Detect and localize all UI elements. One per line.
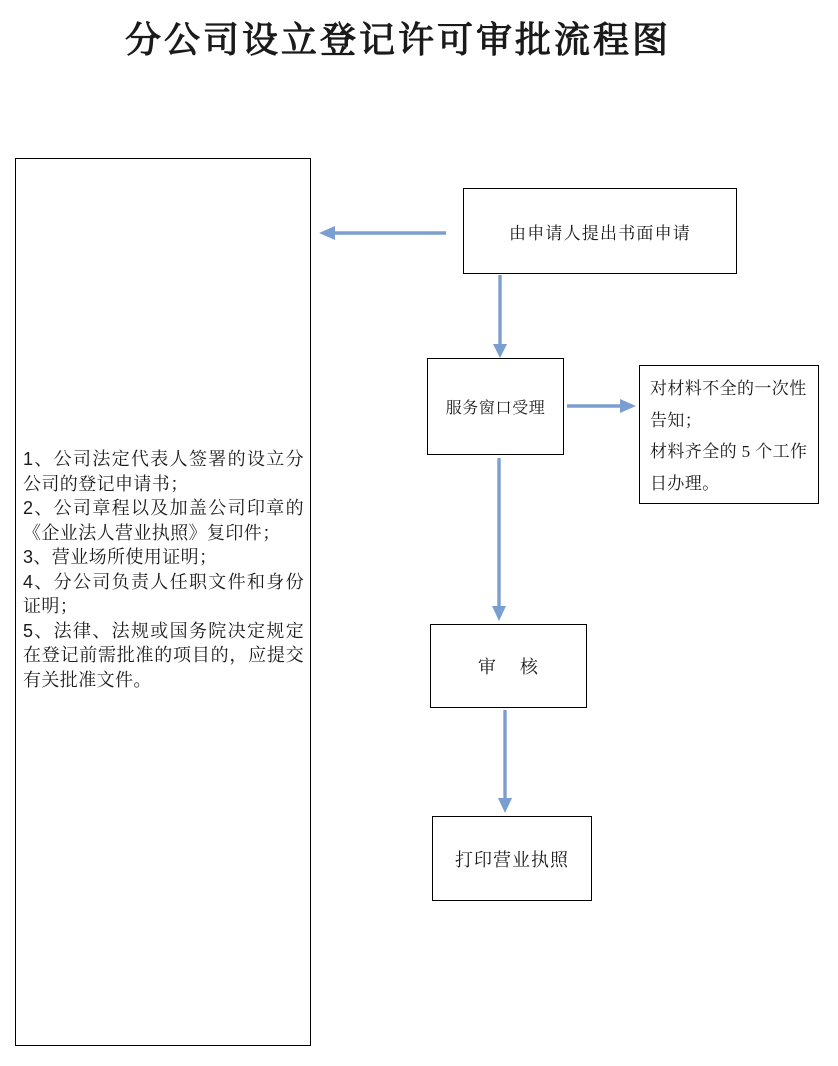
arrow-application-to-requirements-icon xyxy=(319,226,446,240)
requirement-item: 4、分公司负责人任职文件和身份证明； xyxy=(23,571,304,616)
requirement-item: 1、公司法定代表人签署的设立分公司的登记申请书； xyxy=(23,449,304,494)
page-title: 分公司设立登记许可审批流程图 xyxy=(124,19,671,60)
arrow-review-to-print-icon xyxy=(498,710,512,813)
step-print-license: 打印营业执照 xyxy=(432,816,592,901)
note-line: 对材料不全的一次性告知； xyxy=(650,379,807,430)
requirement-item: 2、公司章程以及加盖公司印章的《企业法人营业执照》复印件； xyxy=(23,498,304,543)
step-written-application: 由申请人提出书面申请 xyxy=(463,188,737,274)
arrow-application-to-service-window-icon xyxy=(493,275,507,358)
step-review: 审 核 xyxy=(430,624,587,708)
requirements-box xyxy=(15,158,311,1046)
arrow-service-window-to-review-icon xyxy=(492,458,506,621)
arrow-service-window-to-note-icon xyxy=(567,399,636,413)
note-processing-rules xyxy=(639,365,819,504)
requirement-item: 5、法律、法规或国务院决定规定在登记前需批准的项目的，应提交有关批准文件。 xyxy=(23,620,304,690)
step-service-window: 服务窗口受理 xyxy=(427,358,564,455)
requirement-item: 3、营业场所使用证明； xyxy=(23,547,218,567)
note-line: 材料齐全的 5 个工作日办理。 xyxy=(650,442,808,493)
requirements-list xyxy=(23,447,304,692)
